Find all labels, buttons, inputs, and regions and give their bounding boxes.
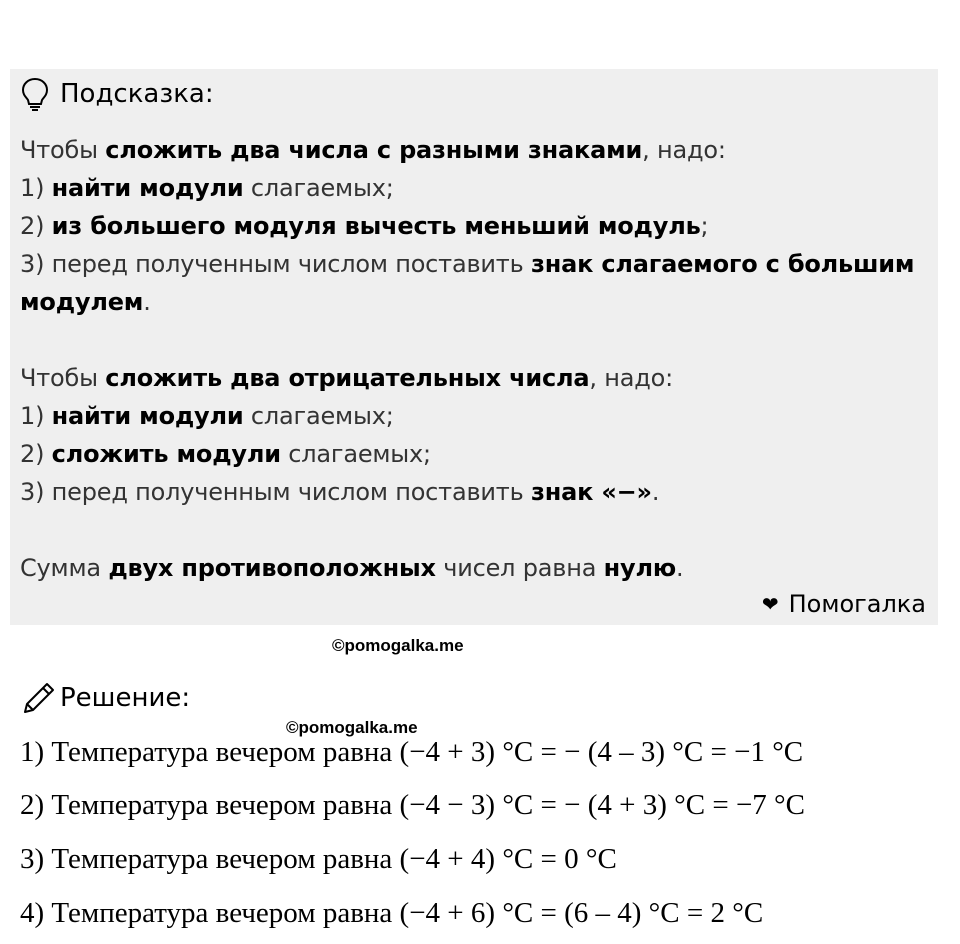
hint-bold-text: сложить два числа с разными знаками <box>105 136 643 164</box>
hint-text: . <box>651 478 660 506</box>
hint-text: 1) <box>20 402 52 430</box>
hint-text: слагаемых; <box>280 440 431 468</box>
hint-line <box>20 288 151 316</box>
hint-bold-text: модулем <box>20 288 144 316</box>
hint-text: Чтобы <box>20 364 106 392</box>
hint-text: , надо: <box>589 364 674 392</box>
hint-bold-text: найти модули <box>51 174 244 202</box>
brand-signature <box>762 590 926 618</box>
watermark: ©pomogalka.me <box>332 636 464 655</box>
hint-line <box>20 440 431 468</box>
hint-bold-text: нулю <box>603 554 677 582</box>
hint-text: чисел равна <box>435 554 604 582</box>
hint-text: 2) <box>20 440 52 468</box>
solution-line-1: 1) Температура вечером равна (−4 + 3) °С = − (4 – 3) °С = −1 °С <box>20 736 804 768</box>
hint-title: Подсказка: <box>60 79 214 109</box>
hint-line <box>20 174 394 202</box>
hint-text: , надо: <box>642 136 726 164</box>
hint-text: 2) <box>20 212 52 240</box>
pencil-icon <box>22 681 56 715</box>
solution-header <box>22 680 190 716</box>
hint-bold-text: сложить модули <box>51 440 281 468</box>
hint-text: слагаемых; <box>243 402 394 430</box>
solution-title: Решение: <box>60 683 191 713</box>
hint-text: ; <box>700 212 709 240</box>
heart-icon: ❤ <box>761 592 779 616</box>
hint-bold-text: из большего модуля вычесть меньший модуль <box>51 212 701 240</box>
hint-bold-text: знак «−» <box>530 478 652 506</box>
hint-text: 1) <box>20 174 52 202</box>
hint-line <box>20 402 394 430</box>
hint-line <box>20 250 914 278</box>
hint-bold-text: знак слагаемого с большим <box>530 250 915 278</box>
hint-line <box>20 364 673 392</box>
watermark: ©pomogalka.me <box>286 718 418 737</box>
hint-text: Сумма <box>20 554 109 582</box>
solution-line-2: 2) Температура вечером равна (−4 − 3) °С = − (4 + 3) °С = −7 °С <box>20 789 805 821</box>
hint-text: . <box>676 554 684 582</box>
hint-bold-text: найти модули <box>51 402 244 430</box>
solution-line-3: 3) Температура вечером равна (−4 + 4) °С = 0 °С <box>20 843 617 875</box>
solution-line-4: 4) Температура вечером равна (−4 + 6) °С = (6 – 4) °С = 2 °С <box>20 897 764 929</box>
hint-line <box>20 478 659 506</box>
hint-line <box>20 136 726 164</box>
hint-bold-text: сложить два отрицательных числа <box>105 364 590 392</box>
hint-line <box>20 212 708 240</box>
hint-header <box>20 76 214 112</box>
lightbulb-icon <box>20 77 50 111</box>
hint-text: . <box>143 288 151 316</box>
hint-text: Чтобы <box>20 136 106 164</box>
hint-bold-text: двух противоположных <box>108 554 436 582</box>
hint-line <box>20 554 683 582</box>
hint-text: слагаемых; <box>243 174 394 202</box>
brand-name: Помогалка <box>788 590 926 618</box>
hint-text: 3) перед полученным числом поставить <box>20 250 531 278</box>
hint-text: 3) перед полученным числом поставить <box>20 478 531 506</box>
